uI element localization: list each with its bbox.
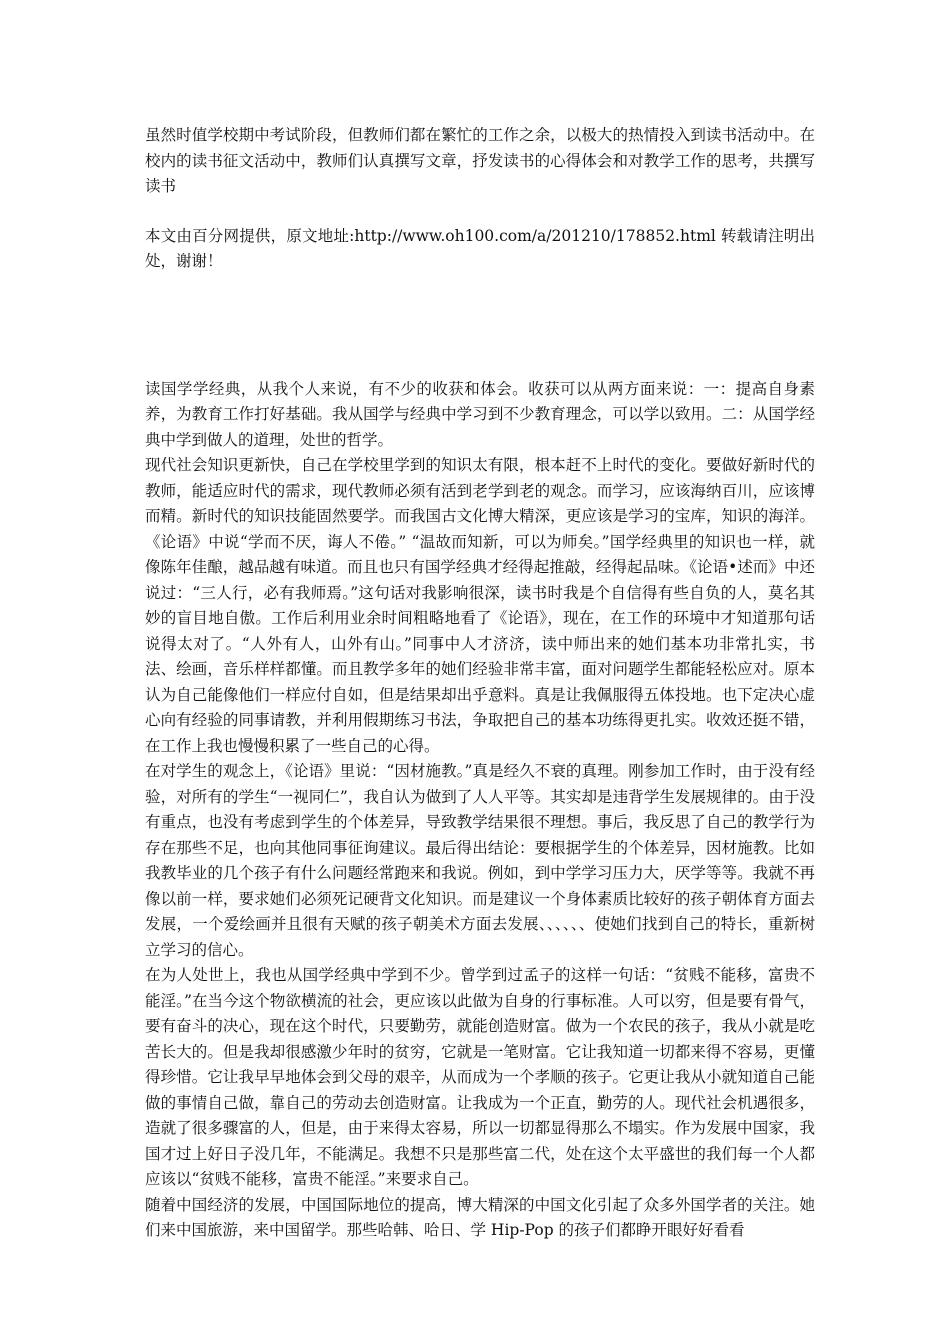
body-paragraph: 在为人处世上，我也从国学经典中学到不少。曾学到过孟子的这样一句话：“贫贱不能移，富贵不能淫。”在当今这个物欲横流的社会，更应该以此做为自身的行事标准。人可以穷，但是要有骨气，要有奋斗的决心，现在这个时代，只要勤劳，就能创造财富。做为一个农民的孩子，我从小就是吃苦长大的。但是我却很感激少年时的贫穷，它就是一笔财富。它让我知道一切都来得不容易，更懂得珍惜。它让我早早地体会到父母的艰辛，从而成为一个孝顺的孩子。它更让我从小就知道自己能做的事情自己做，靠自己的劳动去创造财富。让我成为一个正直，勤劳的人。现代社会机遇很多，造就了很多骤富的人，但是，由于来得太容易，所以一切都显得那么不塌实。作为发展中国家，我国才过上好日子没几年，不能满足。我想不只是那些富二代，处在这个太平盛世的我们每一个人都应该以“贫贱不能移，富贵不能淫。”来要求自己。 <box>145 966 815 1188</box>
document-page <box>145 0 815 1244</box>
article-body <box>145 377 815 1244</box>
intro-paragraph: 虽然时值学校期中考试阶段，但教师们都在繁忙的工作之余，以极大的热情投入到读书活动中。在校内的读书征文活动中，教师们认真撰写文章，抒发读书的心得体会和对教学工作的思考，共撰写读书 <box>145 126 815 195</box>
source-notice: 本文由百分网提供，原文地址:http://www.oh100.com/a/201210/178852.html 转载请注明出处，谢谢！ <box>145 226 815 270</box>
body-paragraph: 随着中国经济的发展，中国国际地位的提高，博大精深的中国文化引起了众多外国学者的关注。她们来中国旅游，来中国留学。那些哈韩、哈日、学 Hip-Pop 的孩子们都睁开眼好好看看 <box>145 1195 815 1239</box>
body-paragraph: 现代社会知识更新快，自己在学校里学到的知识太有限，根本赶不上时代的变化。要做好新时代的教师，能适应时代的需求，现代教师必须有活到老学到老的观念。而学习，应该海纳百川，应该博而精。新时代的知识技能固然要学。而我国古文化博大精深，更应该是学习的宝库，知识的海洋。《论语》中说“学而不厌，诲人不倦。” “温故而知新，可以为师矣。”国学经典里的知识也一样，就像陈年佳酿，越品越有味道。而且也只有国学经典才经得起推敲，经得起品味。《论语•述而》中还说过：“三人行，必有我师焉。”这句话对我影响很深，读书时我是个自信得有些自负的人，莫名其妙的盲目地自傲。工作后利用业余时间粗略地看了《论语》，现在，在工作的环境中才知道那句话说得太对了。“人外有人，山外有山。”同事中人才济济，读中师出来的她们基本功非常扎实，书法、绘画，音乐样样都懂。而且教学多年的她们经验非常丰富，面对问题学生都能轻松应对。原本认为自己能像他们一样应付自如，但是结果却出乎意料。真是让我佩服得五体投地。也下定决心虚心向有经验的同事请教，并利用假期练习书法，争取把自己的基本功练得更扎实。收效还挺不错，在工作上我也慢慢积累了一些自己的心得。 <box>145 456 815 755</box>
body-paragraph: 在对学生的观念上，《论语》里说：“因材施教。”真是经久不衰的真理。刚参加工作时，由于没有经验，对所有的学生“一视同仁”，我自认为做到了人人平等。其实却是违背学生发展规律的。由于没有重点，也没有考虑到学生的个体差异，导致教学结果很不理想。事后，我反思了自己的教学行为存在那些不足，也向其他同事征询建议。最后得出结论：要根据学生的个体差异，因材施教。比如我教毕业的几个孩子有什么问题经常跑来和我说。例如，到中学学习压力大，厌学等等。我就不再像以前一样，要求她们必须死记硬背文化知识。而是建议一个身体素质比较好的孩子朝体育方面去发展，一个爱绘画并且很有天赋的孩子朝美术方面去发展、、、、、、使她们找到自己的特长，重新树立学习的信心。 <box>145 762 815 959</box>
body-paragraph: 读国学学经典，从我个人来说，有不少的收获和体会。收获可以从两方面来说：一：提高自身素养，为教育工作打好基础。我从国学与经典中学习到不少教育理念，可以学以致用。二：从国学经典中学到做人的道理，处世的哲学。 <box>145 379 815 449</box>
